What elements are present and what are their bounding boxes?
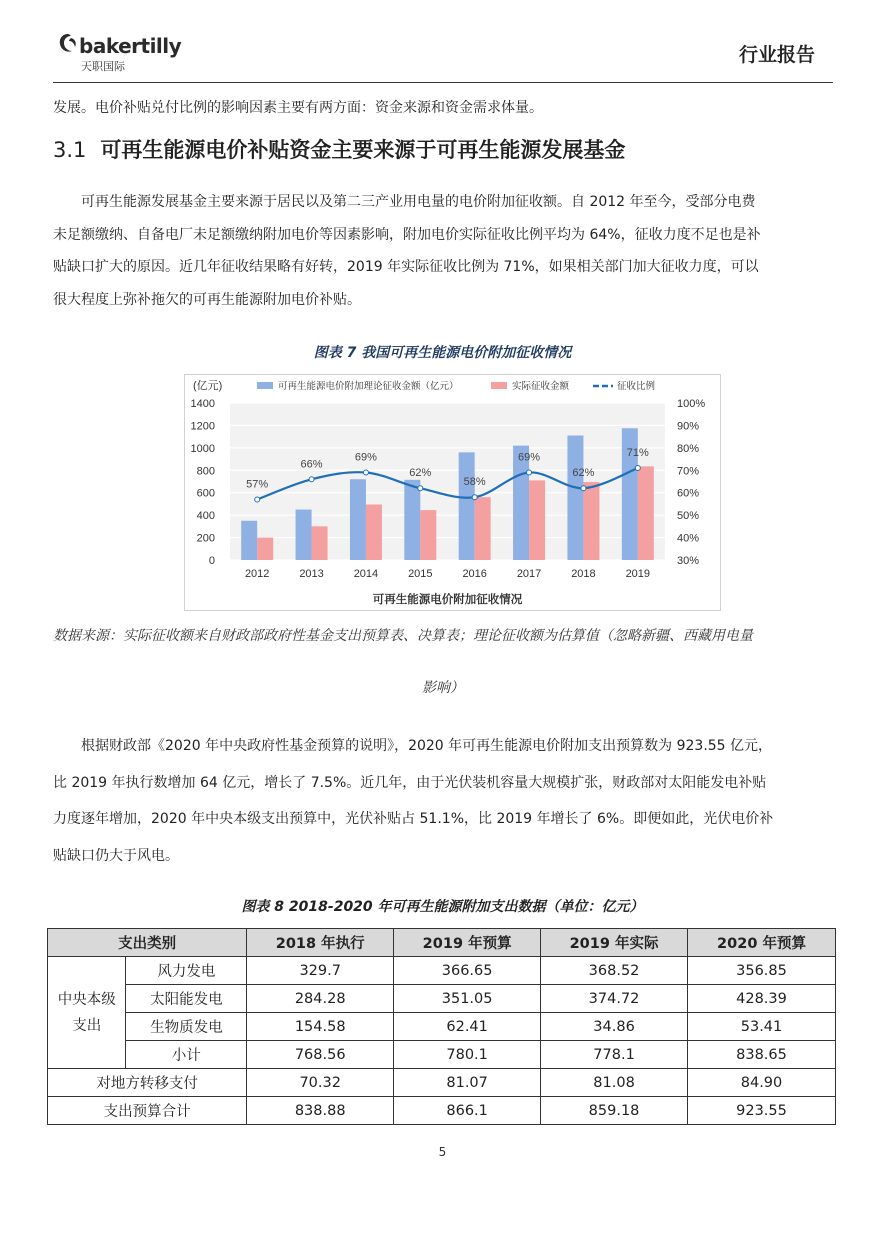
bar-theoretical (241, 521, 257, 560)
y-tick-label: 400 (196, 510, 215, 523)
ratio-point (527, 470, 532, 475)
bar-actual (366, 504, 382, 560)
paragraph-line: 力度逐年增加，2020 年中央本级支出预算中，光伏补贴占 51.1%，比 2019 年增长了 6%。即便如此，光伏电价补 (53, 811, 774, 827)
bar-theoretical (567, 436, 583, 560)
paragraph-line: 比 2019 年执行数增加 64 亿元，增长了 7.5%。近几年，由于光伏装机容量大规模扩张，财政部对太阳能发电补贴 (53, 774, 767, 791)
chart-title: 可再生能源电价附加征收情况 (372, 594, 523, 606)
ratio-data-label: 71% (626, 447, 649, 460)
x-tick-label: 2013 (299, 568, 324, 580)
section-number: 3.1 (53, 138, 87, 162)
bar-actual (583, 482, 599, 560)
ratio-data-label: 66% (300, 458, 323, 471)
table-cell: 81.07 (394, 1069, 541, 1097)
table-header: 2019 年实际 (541, 929, 688, 957)
table-cell: 154.58 (247, 1013, 394, 1041)
table-cell: 329.7 (247, 957, 394, 985)
bar-actual (529, 480, 545, 560)
bar-theoretical (296, 510, 312, 560)
x-tick-label: 2018 (571, 568, 596, 580)
table-cell: 366.65 (394, 957, 541, 985)
report-type-label: 行业报告 (738, 44, 815, 66)
table-header: 2019 年预算 (394, 929, 541, 957)
table-cell: 351.05 (394, 985, 541, 1013)
table-row (48, 1013, 836, 1041)
x-tick-label: 2014 (353, 568, 379, 580)
table-cell: 859.18 (541, 1097, 688, 1125)
group-label-cell (48, 957, 126, 1069)
table-cell: 84.90 (688, 1069, 836, 1097)
legend-label-ratio: 征收比例 (617, 381, 656, 392)
table-header-row (48, 929, 836, 957)
page-header (53, 26, 833, 83)
ratio-point (363, 470, 368, 475)
y2-tick-label: 30% (677, 555, 700, 567)
ratio-data-label: 57% (246, 478, 269, 491)
bar-actual (312, 526, 328, 560)
table-cell: 356.85 (688, 957, 836, 985)
row-label: 对地方转移支付 (48, 1069, 247, 1097)
logo-subtext: 天职国际 (81, 60, 125, 73)
table-cell: 866.1 (394, 1097, 541, 1125)
y-tick-label: 200 (196, 532, 215, 545)
ratio-data-label: 62% (409, 467, 432, 480)
y2-tick-label: 100% (677, 398, 706, 410)
table-cell: 838.65 (688, 1041, 836, 1069)
ratio-data-label: 62% (572, 467, 595, 480)
row-label: 生物质发电 (126, 1013, 247, 1041)
paragraph-line: 可再生能源发展基金主要来源于居民以及第二三产业用电量的电价附加征收额。自 2012 年至今，受部分电费 (81, 194, 756, 210)
table-cell: 62.41 (394, 1013, 541, 1041)
y-tick-label: 600 (196, 487, 215, 500)
plot-area (230, 403, 665, 560)
intro-paragraph (53, 92, 833, 125)
x-tick-label: 2017 (516, 568, 542, 580)
paragraph-line: 贴缺口扩大的原因。近几年征收结果略有好转，2019 年实际征收比例为 71%，如果相关部门加大征收力度，可以 (53, 259, 759, 275)
y-tick-label: 800 (196, 465, 215, 478)
row-label: 支出预算合计 (48, 1097, 247, 1125)
table-row (48, 957, 836, 985)
y-tick-label: 0 (208, 555, 215, 567)
table-cell: 70.32 (247, 1069, 394, 1097)
table-header: 支出类别 (48, 929, 247, 957)
table-row (48, 1097, 836, 1125)
table-cell: 428.39 (688, 985, 836, 1013)
expenditure-table (47, 928, 836, 1125)
x-tick-label: 2019 (625, 568, 651, 580)
bar-actual (475, 497, 491, 560)
table-cell: 368.52 (541, 957, 688, 985)
chart-svg (185, 375, 720, 610)
bar-actual (420, 510, 436, 560)
y-axis-label: (亿元) (193, 380, 223, 392)
ratio-point (472, 495, 477, 500)
figure-8-title: 图表 8 2018-2020 年可再生能源附加支出数据（单位：亿元） (241, 899, 644, 915)
intro-line: 发展。电价补贴兑付比例的影响因素主要有两方面：资金来源和资金需求体量。 (53, 100, 543, 116)
group-label: 中央本级 (57, 991, 116, 1008)
table-row (48, 1069, 836, 1097)
legend-label-actual: 实际征收金额 (512, 381, 570, 392)
y2-tick-label: 70% (677, 465, 700, 478)
table-row (48, 985, 836, 1013)
table-cell: 34.86 (541, 1013, 688, 1041)
x-tick-label: 2016 (462, 568, 487, 580)
table-header: 2020 年预算 (688, 929, 836, 957)
section-title: 可再生能源电价补贴资金主要来源于可再生能源发展基金 (100, 138, 626, 162)
ratio-point (581, 486, 586, 491)
ratio-point (418, 486, 423, 491)
ratio-point (255, 497, 260, 502)
table-cell: 923.55 (688, 1097, 836, 1125)
y2-tick-label: 80% (677, 442, 700, 455)
paragraph-line: 很大程度上弥补拖欠的可再生能源附加电价补贴。 (53, 291, 361, 308)
table-cell: 284.28 (247, 985, 394, 1013)
row-label: 太阳能发电 (126, 985, 247, 1013)
figure-7-title: 图表 7 我国可再生能源电价附加征收情况 (313, 345, 572, 361)
y2-tick-label: 90% (677, 420, 700, 433)
paragraph-1 (53, 186, 833, 316)
y-tick-label: 1400 (190, 398, 215, 410)
bar-actual (257, 538, 273, 560)
ratio-data-label: 69% (518, 451, 541, 464)
page-number: 5 (438, 1145, 447, 1159)
ratio-point (635, 466, 640, 471)
table-row (48, 1041, 836, 1069)
y-tick-label: 1200 (190, 420, 215, 433)
y2-tick-label: 60% (677, 487, 700, 500)
row-label: 小计 (126, 1041, 247, 1069)
paragraph-line: 根据财政部《2020 年中央政府性基金预算的说明》，2020 年可再生能源电价附加支出预算数为 923.55 亿元， (81, 738, 773, 754)
collection-chart (184, 374, 721, 611)
table-cell: 768.56 (247, 1041, 394, 1069)
paragraph-line: 未足额缴纳、自备电厂未足额缴纳附加电价等因素影响，附加电价实际征收比例平均为 64%，征收力度不足也是补 (53, 226, 761, 243)
ratio-data-label: 69% (354, 451, 377, 464)
x-tick-label: 2012 (244, 568, 270, 580)
table-cell: 53.41 (688, 1013, 836, 1041)
paragraph-2 (53, 728, 833, 874)
legend-label-theoretical: 可再生能源电价附加理论征收金额（亿元） (278, 381, 459, 392)
bar-actual (638, 466, 654, 560)
table-cell: 81.08 (541, 1069, 688, 1097)
legend-swatch-actual (491, 382, 507, 389)
legend-swatch-theoretical (257, 382, 273, 389)
source-line-2: 影响） (422, 680, 464, 696)
table-cell: 778.1 (541, 1041, 688, 1069)
group-label: 支出 (72, 1017, 102, 1034)
table-header: 2018 年执行 (247, 929, 394, 957)
paragraph-line: 贴缺口仍大于风电。 (53, 847, 179, 864)
table-cell: 780.1 (394, 1041, 541, 1069)
data-source-note (53, 622, 833, 702)
ratio-data-label: 58% (463, 476, 486, 489)
source-line-1: 数据来源：实际征收额来自财政部政府性基金支出预算表、决算表；理论征收额为估算值（忽略新疆、西藏用电量 (53, 628, 753, 644)
section-heading (53, 134, 625, 164)
row-label: 风力发电 (126, 957, 247, 985)
y2-tick-label: 50% (677, 510, 700, 523)
bar-theoretical (350, 479, 366, 560)
table-cell: 374.72 (541, 985, 688, 1013)
table-cell: 838.88 (247, 1097, 394, 1125)
x-tick-label: 2015 (408, 568, 433, 580)
y-tick-label: 1000 (190, 442, 215, 455)
logo-wordmark: bakertilly (79, 34, 182, 58)
bar-theoretical (459, 452, 475, 560)
logo-swirl-icon (57, 32, 79, 54)
y2-tick-label: 40% (677, 532, 700, 545)
ratio-point (309, 477, 314, 482)
bar-theoretical (404, 480, 420, 560)
